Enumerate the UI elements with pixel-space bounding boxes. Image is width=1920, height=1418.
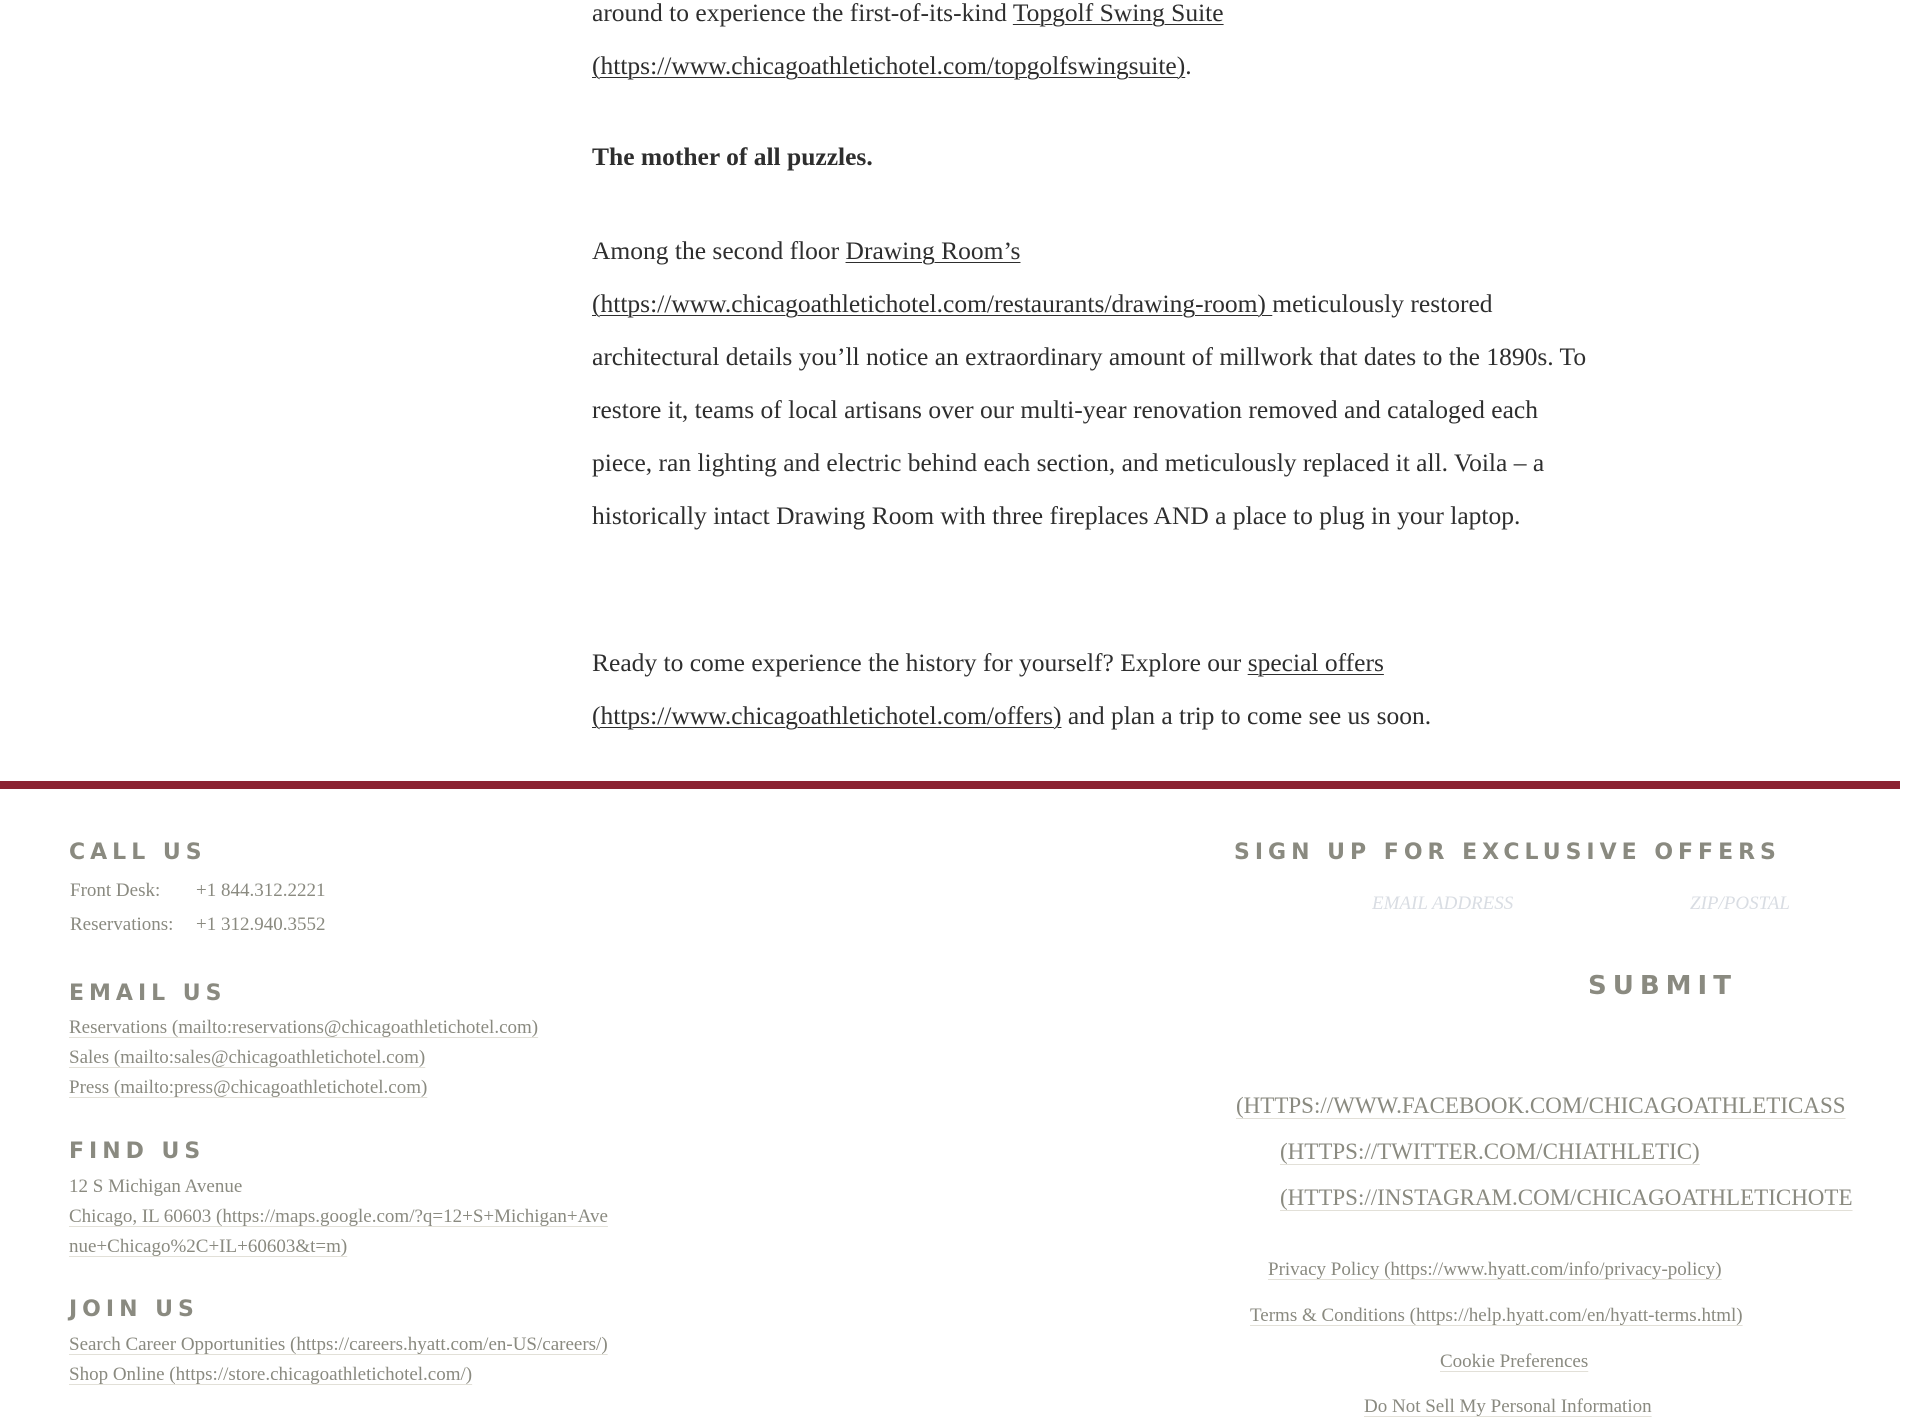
shop-online-link[interactable]: Shop Online (https://store.chicagoathletichotel.com/)	[69, 1364, 473, 1385]
paragraph-text: Among the second floor	[592, 236, 846, 265]
paragraph-topgolf	[592, 0, 1592, 92]
email-us-heading: EMAIL US	[69, 981, 227, 1006]
find-us-heading: FIND US	[69, 1139, 206, 1164]
drawing-room-link[interactable]: Drawing Room’s (https://www.chicagoathletichotel.com/restaurants/drawing-room)	[592, 236, 1273, 318]
map-link[interactable]: Chicago, IL 60603 (https://maps.google.com/?q=12+S+Michigan+Avenue+Chicago%2C+IL+60603&t=m)	[69, 1206, 608, 1257]
paragraph-text: .	[1185, 51, 1192, 80]
cookie-preferences-link[interactable]: Cookie Preferences	[1440, 1351, 1589, 1372]
call-us-heading: CALL US	[69, 840, 207, 865]
join-us-links	[69, 1330, 608, 1390]
paragraph-drawing-room	[592, 224, 1592, 542]
join-us-heading: JOIN US	[69, 1297, 199, 1322]
facebook-link[interactable]: (HTTPS://WWW.FACEBOOK.COM/CHICAGOATHLETICASS	[1236, 1093, 1846, 1118]
paragraph-text: and plan a trip to come see us soon.	[1061, 701, 1432, 730]
paragraph-text: Ready to come experience the history for yourself? Explore our	[592, 648, 1248, 677]
paragraph-text: around to experience the first-of-its-kind	[592, 0, 1013, 27]
paragraph-offers	[592, 636, 1592, 742]
email-address-input[interactable]	[1370, 892, 1614, 916]
call-us-block	[70, 876, 325, 940]
reservations-phone[interactable]: +1 312.940.3552	[196, 914, 326, 935]
footer-divider	[0, 781, 1900, 789]
front-desk-phone[interactable]: +1 844.312.2221	[196, 880, 326, 901]
privacy-policy-link[interactable]: Privacy Policy (https://www.hyatt.com/info/privacy-policy)	[1268, 1259, 1722, 1280]
email-sales-link[interactable]: Sales (mailto:sales@chicagoathletichotel.com)	[69, 1047, 426, 1068]
do-not-sell-link[interactable]: Do Not Sell My Personal Information	[1364, 1396, 1652, 1417]
front-desk-row	[70, 876, 325, 906]
street-address: 12 S Michigan Avenue	[69, 1176, 243, 1197]
twitter-link[interactable]: (HTTPS://TWITTER.COM/CHIATHLETIC)	[1280, 1139, 1700, 1164]
careers-link[interactable]: Search Career Opportunities (https://careers.hyatt.com/en-US/careers/)	[69, 1334, 608, 1355]
signup-heading: SIGN UP FOR EXCLUSIVE OFFERS	[1234, 840, 1781, 865]
special-offers-link[interactable]: special offers (https://www.chicagoathletichotel.com/offers)	[592, 648, 1384, 730]
section-heading: The mother of all puzzles.	[592, 142, 873, 171]
zip-postal-input[interactable]	[1688, 892, 1852, 916]
email-us-links	[69, 1013, 538, 1103]
instagram-link[interactable]: (HTTPS://INSTAGRAM.COM/CHICAGOATHLETICHOTE	[1280, 1185, 1853, 1210]
topgolf-swing-suite-link[interactable]: Topgolf Swing Suite (https://www.chicagoathletichotel.com/topgolfswingsuite)	[592, 0, 1224, 80]
front-desk-label: Front Desk:	[70, 880, 161, 901]
email-reservations-link[interactable]: Reservations (mailto:reservations@chicagoathletichotel.com)	[69, 1017, 539, 1038]
paragraph-text: meticulously restored architectural details you’ll notice an extraordinary amount of millwork that dates to the 1890s. To restore it, teams of local artisans over our multi-year renovation removed and cataloged each piece, ran lighting and electric behind each section, and meticulously replaced it all. Voila – a historically intact Drawing Room with three fireplaces AND a place to plug in your laptop.	[592, 289, 1587, 530]
submit-button[interactable]: SUBMIT	[1588, 966, 1748, 1006]
email-press-link[interactable]: Press (mailto:press@chicagoathletichotel.com)	[69, 1077, 428, 1098]
find-us-block	[69, 1172, 669, 1262]
terms-conditions-link[interactable]: Terms & Conditions (https://help.hyatt.com/en/hyatt-terms.html)	[1250, 1305, 1743, 1326]
reservations-label: Reservations:	[70, 914, 174, 935]
reservations-row	[70, 910, 325, 940]
